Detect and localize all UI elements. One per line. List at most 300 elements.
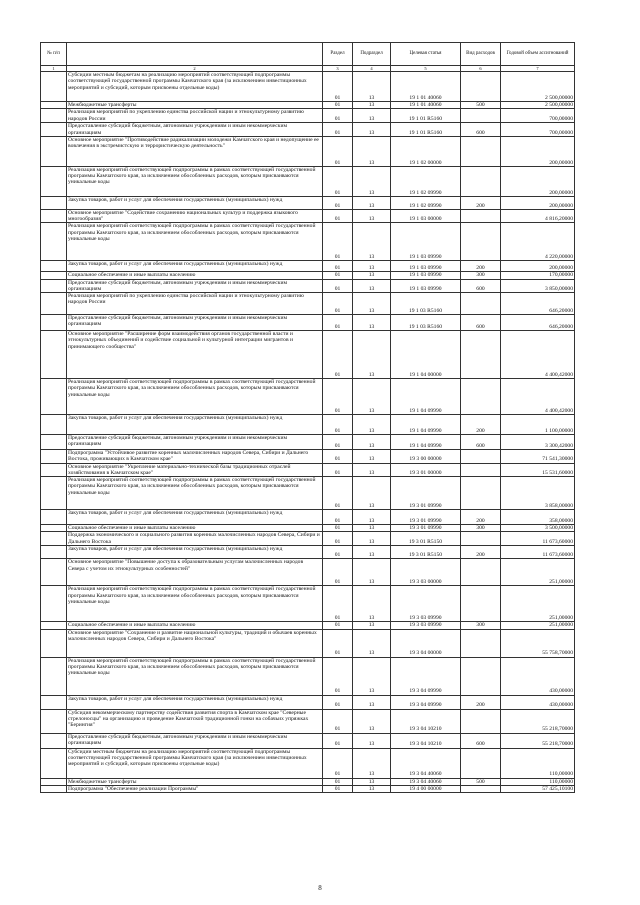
cell-tselevaya: 19 3 01 R5150 (391, 532, 461, 546)
table-row (41, 525, 575, 532)
cell-amount: 200,00000 (501, 136, 575, 166)
cell-vid (461, 748, 501, 778)
cell-num (41, 477, 67, 510)
cell-name: Субсидии местным бюджетам на реализацию мероприятий соответствующей подпрограммы соответствующей государственной программы Камчатского края (за исключением инвестиционных мероприятий и субсидий, которым присвоены отдельные коды) (67, 72, 323, 102)
cell-tselevaya: 19 3 03 00000 (391, 559, 461, 586)
cell-vid: 200 (461, 510, 501, 525)
cell-podrazdel: 13 (353, 279, 391, 293)
cell-razdel: 01 (323, 102, 353, 109)
table-row (41, 123, 575, 137)
cell-vid (461, 785, 501, 792)
table-header-row (41, 43, 575, 66)
cell-razdel: 01 (323, 136, 353, 166)
cell-razdel: 01 (323, 586, 353, 622)
cell-podrazdel: 13 (353, 546, 391, 559)
cell-razdel: 01 (323, 709, 353, 733)
table-row (41, 709, 575, 733)
cell-podrazdel: 13 (353, 223, 391, 261)
cell-vid (461, 223, 501, 261)
cell-tselevaya: 19 3 03 09990 (391, 586, 461, 622)
cell-podrazdel: 13 (353, 415, 391, 435)
cell-tselevaya: 19 1 03 R5160 (391, 315, 461, 331)
cell-vid: 200 (461, 546, 501, 559)
cell-name: Закупка товаров, работ и услуг для обеспечения государственных (муниципальных) нужд (67, 546, 323, 559)
cell-tselevaya: 19 3 04 09990 (391, 657, 461, 695)
cell-vid: 600 (461, 733, 501, 748)
cell-amount: 1 100,00000 (501, 415, 575, 435)
header-vid: Вид расходов (461, 43, 501, 66)
table-row (41, 450, 575, 464)
cell-amount: 170,00000 (501, 272, 575, 279)
table-row (41, 415, 575, 435)
cell-podrazdel: 13 (353, 622, 391, 629)
cell-amount: 3 850,00000 (501, 279, 575, 293)
table-row (41, 293, 575, 315)
cell-podrazdel: 13 (353, 102, 391, 109)
cell-num (41, 435, 67, 450)
cell-amount: 200,00000 (501, 261, 575, 272)
table-row (41, 209, 575, 223)
table-row (41, 223, 575, 261)
cell-vid: 600 (461, 435, 501, 450)
cell-name: Межбюджетные трансферты (67, 102, 323, 109)
table-row (41, 733, 575, 748)
table-row (41, 586, 575, 622)
cell-podrazdel: 13 (353, 709, 391, 733)
cell-vid (461, 166, 501, 196)
cell-name: Предоставление субсидий бюджетным, автономным учреждениям и иным некоммерческим организациям (67, 279, 323, 293)
table-row (41, 510, 575, 525)
cell-num (41, 261, 67, 272)
cell-vid: 600 (461, 123, 501, 137)
cell-num (41, 136, 67, 166)
table-row (41, 546, 575, 559)
cell-name: Межбюджетные трансферты (67, 778, 323, 785)
cell-tselevaya: 19 3 01 09990 (391, 525, 461, 532)
cell-name: Социальное обеспечение и иные выплаты населению (67, 272, 323, 279)
cell-num (41, 748, 67, 778)
cell-num (41, 709, 67, 733)
cell-podrazdel: 13 (353, 586, 391, 622)
cell-tselevaya: 19 1 01 R5160 (391, 109, 461, 123)
cell-tselevaya: 19 3 04 10210 (391, 709, 461, 733)
header-num: № п/п (41, 43, 67, 66)
cell-tselevaya: 19 3 01 R5150 (391, 546, 461, 559)
column-index: 2 (67, 66, 323, 72)
cell-num (41, 586, 67, 622)
cell-tselevaya: 19 1 04 00000 (391, 331, 461, 379)
cell-razdel: 01 (323, 223, 353, 261)
cell-tselevaya: 19 3 04 40060 (391, 748, 461, 778)
cell-amount: 646,20000 (501, 293, 575, 315)
cell-podrazdel: 13 (353, 435, 391, 450)
cell-amount: 55 218,70000 (501, 733, 575, 748)
cell-amount: 430,00000 (501, 657, 575, 695)
column-index: 3 (323, 66, 353, 72)
cell-tselevaya: 19 1 03 09990 (391, 261, 461, 272)
column-index: 5 (391, 66, 461, 72)
cell-vid (461, 586, 501, 622)
cell-vid (461, 136, 501, 166)
column-index: 7 (501, 66, 575, 72)
table-row (41, 315, 575, 331)
cell-name: Основное мероприятие "Сохранение и развитие национальной культуры, традиций и обычаев коренных малочисленных народов Севера, Сибири и Дальнего Востока" (67, 629, 323, 657)
table-row (41, 435, 575, 450)
cell-razdel: 01 (323, 525, 353, 532)
cell-vid (461, 331, 501, 379)
cell-amount: 3 300,42000 (501, 435, 575, 450)
cell-podrazdel: 13 (353, 72, 391, 102)
cell-razdel: 01 (323, 109, 353, 123)
cell-razdel: 01 (323, 622, 353, 629)
cell-tselevaya: 19 3 04 10210 (391, 733, 461, 748)
cell-podrazdel: 13 (353, 166, 391, 196)
table-body (41, 72, 575, 793)
cell-amount: 358,00000 (501, 510, 575, 525)
cell-num (41, 109, 67, 123)
cell-name: Закупка товаров, работ и услуг для обеспечения государственных (муниципальных) нужд (67, 510, 323, 525)
page-number: 8 (318, 884, 322, 892)
cell-podrazdel: 13 (353, 629, 391, 657)
cell-name: Основное мероприятие "Повышение доступа к образовательным услугам малочисленных народов Севера с учетом их этнокультурных особенностей" (67, 559, 323, 586)
cell-name: Основное мероприятие "Укрепление материально-технической базы традиционных отраслей хозяйствования в Камчатском крае" (67, 463, 323, 477)
cell-vid: 300 (461, 622, 501, 629)
cell-amount: 646,20000 (501, 315, 575, 331)
cell-num (41, 272, 67, 279)
cell-vid: 300 (461, 272, 501, 279)
cell-num (41, 450, 67, 464)
cell-tselevaya: 19 3 04 40060 (391, 778, 461, 785)
cell-razdel: 01 (323, 331, 353, 379)
cell-vid: 500 (461, 102, 501, 109)
table-row (41, 331, 575, 379)
table-row (41, 622, 575, 629)
cell-podrazdel: 13 (353, 293, 391, 315)
cell-razdel: 01 (323, 778, 353, 785)
cell-vid (461, 629, 501, 657)
cell-tselevaya: 19 1 02 09990 (391, 196, 461, 209)
cell-vid (461, 450, 501, 464)
cell-amount: 2 500,00000 (501, 102, 575, 109)
cell-vid (461, 109, 501, 123)
cell-name: Реализация мероприятий соответствующей подпрограммы в рамках соответствующей государственной программы Камчатского края, за исключением обособленных расходов, которым присваиваются уникальные коды (67, 657, 323, 695)
cell-num (41, 510, 67, 525)
cell-amount: 200,00000 (501, 166, 575, 196)
table-row (41, 559, 575, 586)
header-name (67, 43, 323, 66)
cell-amount: 110,00000 (501, 778, 575, 785)
cell-name: Реализация мероприятий соответствующей подпрограммы в рамках соответствующей государственной программы Камчатского края, за исключением обособленных расходов, которым присваиваются уникальные коды (67, 379, 323, 415)
column-index: 4 (353, 66, 391, 72)
cell-vid (461, 379, 501, 415)
cell-name: Предоставление субсидий бюджетным, автономным учреждениям и иным некоммерческим организациям (67, 315, 323, 331)
cell-name: Социальное обеспечение и иные выплаты населению (67, 622, 323, 629)
cell-vid (461, 709, 501, 733)
cell-num (41, 546, 67, 559)
cell-tselevaya: 19 3 01 09990 (391, 477, 461, 510)
table-row (41, 657, 575, 695)
cell-num (41, 293, 67, 315)
cell-podrazdel: 13 (353, 272, 391, 279)
cell-name: Реализация мероприятий соответствующей подпрограммы в рамках соответствующей государственной программы Камчатского края, за исключением обособленных расходов, которым присваиваются уникальные коды (67, 223, 323, 261)
cell-vid (461, 657, 501, 695)
cell-podrazdel: 13 (353, 463, 391, 477)
column-index: 6 (461, 66, 501, 72)
cell-podrazdel: 13 (353, 657, 391, 695)
cell-tselevaya: 19 1 04 09990 (391, 379, 461, 415)
cell-podrazdel: 13 (353, 510, 391, 525)
cell-tselevaya: 19 3 03 09990 (391, 622, 461, 629)
cell-vid: 500 (461, 778, 501, 785)
table-row (41, 477, 575, 510)
cell-razdel: 01 (323, 629, 353, 657)
cell-vid (461, 209, 501, 223)
cell-amount: 4 220,00000 (501, 223, 575, 261)
cell-razdel: 01 (323, 559, 353, 586)
cell-amount: 110,00000 (501, 748, 575, 778)
cell-razdel: 01 (323, 123, 353, 137)
table-row (41, 136, 575, 166)
cell-vid (461, 293, 501, 315)
cell-name: Закупка товаров, работ и услуг для обеспечения государственных (муниципальных) нужд (67, 196, 323, 209)
table-row (41, 379, 575, 415)
cell-num (41, 733, 67, 748)
cell-podrazdel: 13 (353, 136, 391, 166)
cell-tselevaya: 19 3 00 00000 (391, 450, 461, 464)
header-godovoy: Годовой объем ассигнований (501, 43, 575, 66)
cell-vid: 200 (461, 196, 501, 209)
cell-tselevaya: 19 4 00 00000 (391, 785, 461, 792)
cell-name: Закупка товаров, работ и услуг для обеспечения государственных (муниципальных) нужд (67, 695, 323, 709)
cell-num (41, 102, 67, 109)
cell-amount: 3 858,00000 (501, 477, 575, 510)
cell-tselevaya: 19 1 01 40060 (391, 102, 461, 109)
cell-num (41, 379, 67, 415)
cell-amount: 11 673,60000 (501, 546, 575, 559)
cell-razdel: 01 (323, 695, 353, 709)
cell-amount: 57 425,10100 (501, 785, 575, 792)
cell-name: Основное мероприятие "Содействие сохранению национальных культур и поддержка языкового многообразия" (67, 209, 323, 223)
cell-name: Поддержка экономического и социального развития коренных малочисленных народов Севера, Сибири и Дальнего Востока (67, 532, 323, 546)
cell-num (41, 415, 67, 435)
table-row (41, 196, 575, 209)
cell-amount: 3 500,00000 (501, 525, 575, 532)
cell-tselevaya: 19 1 04 09990 (391, 415, 461, 435)
cell-razdel: 01 (323, 209, 353, 223)
table-row (41, 166, 575, 196)
cell-vid (461, 559, 501, 586)
cell-podrazdel: 13 (353, 379, 391, 415)
table-row (41, 629, 575, 657)
cell-razdel: 01 (323, 785, 353, 792)
table-row (41, 463, 575, 477)
cell-vid (461, 72, 501, 102)
cell-name: Подпрограмма "Устойчивое развитие коренных малочисленных народов Севера, Сибири и Дальнего Востока, проживающих в Камчатском крае" (67, 450, 323, 464)
cell-vid: 600 (461, 315, 501, 331)
cell-name: Закупка товаров, работ и услуг для обеспечения государственных (муниципальных) нужд (67, 415, 323, 435)
cell-podrazdel: 13 (353, 123, 391, 137)
cell-amount: 55 218,70000 (501, 709, 575, 733)
header-tselevaya: Целевая статья (391, 43, 461, 66)
budget-table (40, 42, 575, 793)
cell-amount: 4 400,42000 (501, 379, 575, 415)
cell-amount: 2 500,00000 (501, 72, 575, 102)
cell-podrazdel: 13 (353, 532, 391, 546)
cell-razdel: 01 (323, 546, 353, 559)
cell-tselevaya: 19 1 03 00000 (391, 209, 461, 223)
cell-amount: 11 673,60000 (501, 532, 575, 546)
column-index: 1 (41, 66, 67, 72)
cell-razdel: 01 (323, 733, 353, 748)
cell-razdel: 01 (323, 477, 353, 510)
cell-vid: 200 (461, 261, 501, 272)
cell-razdel: 01 (323, 748, 353, 778)
cell-num (41, 532, 67, 546)
cell-tselevaya: 19 1 02 00000 (391, 136, 461, 166)
cell-tselevaya: 19 1 03 09990 (391, 223, 461, 261)
cell-razdel: 01 (323, 450, 353, 464)
cell-amount: 251,00000 (501, 622, 575, 629)
cell-podrazdel: 13 (353, 785, 391, 792)
cell-num (41, 72, 67, 102)
cell-num (41, 657, 67, 695)
cell-podrazdel: 13 (353, 196, 391, 209)
cell-razdel: 01 (323, 196, 353, 209)
cell-name: Реализация мероприятий по укреплению единства российской нации и этнокультурному развитию народов России (67, 293, 323, 315)
cell-num (41, 315, 67, 331)
cell-name: Подпрограмма "Обеспечение реализации Программы" (67, 785, 323, 792)
cell-tselevaya: 19 1 03 09990 (391, 279, 461, 293)
cell-name: Социальное обеспечение и иные выплаты населению (67, 525, 323, 532)
table-row (41, 532, 575, 546)
cell-num (41, 559, 67, 586)
header-razdel: Раздел (323, 43, 353, 66)
cell-podrazdel: 13 (353, 261, 391, 272)
cell-amount: 251,00000 (501, 586, 575, 622)
cell-razdel: 01 (323, 293, 353, 315)
cell-podrazdel: 13 (353, 109, 391, 123)
cell-razdel: 01 (323, 272, 353, 279)
cell-num (41, 622, 67, 629)
cell-amount: 430,00000 (501, 695, 575, 709)
cell-razdel: 01 (323, 72, 353, 102)
table-row (41, 279, 575, 293)
cell-tselevaya: 19 3 01 00000 (391, 463, 461, 477)
cell-vid (461, 463, 501, 477)
cell-num (41, 279, 67, 293)
cell-tselevaya: 19 1 03 09990 (391, 272, 461, 279)
cell-razdel: 01 (323, 532, 353, 546)
cell-razdel: 01 (323, 379, 353, 415)
cell-razdel: 01 (323, 279, 353, 293)
cell-tselevaya: 19 1 02 09990 (391, 166, 461, 196)
cell-amount: 700,00000 (501, 109, 575, 123)
table-row (41, 109, 575, 123)
cell-name: Реализация мероприятий соответствующей подпрограммы в рамках соответствующей государственной программы Камчатского края, за исключением обособленных расходов, которым присваиваются уникальные коды (67, 477, 323, 510)
cell-amount: 71 541,30000 (501, 450, 575, 464)
cell-num (41, 196, 67, 209)
cell-name: Реализация мероприятий соответствующей подпрограммы в рамках соответствующей государственной программы Камчатского края, за исключением обособленных расходов, которым присваиваются уникальные коды (67, 166, 323, 196)
cell-vid: 600 (461, 279, 501, 293)
cell-tselevaya: 19 1 01 40060 (391, 72, 461, 102)
cell-num (41, 331, 67, 379)
cell-podrazdel: 13 (353, 525, 391, 532)
cell-razdel: 01 (323, 435, 353, 450)
cell-razdel: 01 (323, 415, 353, 435)
cell-tselevaya: 19 1 03 R5160 (391, 293, 461, 315)
cell-num (41, 695, 67, 709)
cell-name: Субсидии местным бюджетам на реализацию мероприятий соответствующей подпрограммы соответствующей государственной программы Камчатского края (за исключением инвестиционных мероприятий и субсидий, которым присвоены отдельные коды) (67, 748, 323, 778)
cell-num (41, 463, 67, 477)
cell-name: Реализация мероприятий соответствующей подпрограммы в рамках соответствующей государственной программы Камчатского края, за исключением обособленных расходов, которым присваиваются уникальные коды (67, 586, 323, 622)
cell-num (41, 209, 67, 223)
cell-num (41, 525, 67, 532)
cell-num (41, 123, 67, 137)
cell-razdel: 01 (323, 166, 353, 196)
cell-podrazdel: 13 (353, 315, 391, 331)
cell-name: Субсидия некоммерческому партнерству содействия развития спорта в Камчатском крае "Северные стрелоносцы" на организацию и проведение Камчатской традиционной гонки на собачьих упряжках "Берингия" (67, 709, 323, 733)
cell-vid: 300 (461, 525, 501, 532)
cell-num (41, 166, 67, 196)
cell-podrazdel: 13 (353, 559, 391, 586)
cell-podrazdel: 13 (353, 778, 391, 785)
cell-vid: 200 (461, 695, 501, 709)
cell-amount: 4 400,42000 (501, 331, 575, 379)
table-row (41, 695, 575, 709)
cell-razdel: 01 (323, 463, 353, 477)
cell-name: Предоставление субсидий бюджетным, автономным учреждениям и иным некоммерческим организациям (67, 733, 323, 748)
cell-tselevaya: 19 3 04 09990 (391, 695, 461, 709)
cell-name: Основное мероприятие "Расширение форм взаимодействия органов государственной власти и этнокультурных объединений и содействие социальной и культурной интеграции мигрантов и принимающего сообщества" (67, 331, 323, 379)
cell-amount: 15 531,60000 (501, 463, 575, 477)
cell-num (41, 629, 67, 657)
cell-tselevaya: 19 3 04 00000 (391, 629, 461, 657)
cell-podrazdel: 13 (353, 748, 391, 778)
cell-amount: 251,00000 (501, 559, 575, 586)
cell-name: Предоставление субсидий бюджетным, автономным учреждениям и иным некоммерческим организациям (67, 435, 323, 450)
table-row (41, 785, 575, 792)
table-row (41, 778, 575, 785)
cell-vid (461, 532, 501, 546)
cell-vid: 200 (461, 415, 501, 435)
cell-podrazdel: 13 (353, 450, 391, 464)
cell-razdel: 01 (323, 261, 353, 272)
cell-num (41, 223, 67, 261)
cell-num (41, 778, 67, 785)
cell-tselevaya: 19 1 01 R5160 (391, 123, 461, 137)
cell-tselevaya: 19 1 04 09990 (391, 435, 461, 450)
cell-name: Предоставление субсидий бюджетным, автономным учреждениям и иным некоммерческим организациям (67, 123, 323, 137)
cell-name: Основное мероприятие "Противодействие радикализации молодежи Камчатского края и недопущение ее вовлечения в экстремистскую и террористическую деятельность" (67, 136, 323, 166)
cell-podrazdel: 13 (353, 733, 391, 748)
cell-podrazdel: 13 (353, 695, 391, 709)
cell-tselevaya: 19 3 01 09990 (391, 510, 461, 525)
cell-vid (461, 477, 501, 510)
cell-name: Закупка товаров, работ и услуг для обеспечения государственных (муниципальных) нужд (67, 261, 323, 272)
cell-name: Реализация мероприятий по укреплению единства российской нации и этнокультурному развитию народов России (67, 109, 323, 123)
cell-podrazdel: 13 (353, 209, 391, 223)
cell-podrazdel: 13 (353, 331, 391, 379)
cell-amount: 200,00000 (501, 196, 575, 209)
cell-amount: 4 816,20000 (501, 209, 575, 223)
cell-num (41, 785, 67, 792)
cell-razdel: 01 (323, 510, 353, 525)
cell-amount: 55 758,70000 (501, 629, 575, 657)
cell-amount: 700,00000 (501, 123, 575, 137)
table-row (41, 102, 575, 109)
cell-razdel: 01 (323, 657, 353, 695)
table-row (41, 261, 575, 272)
